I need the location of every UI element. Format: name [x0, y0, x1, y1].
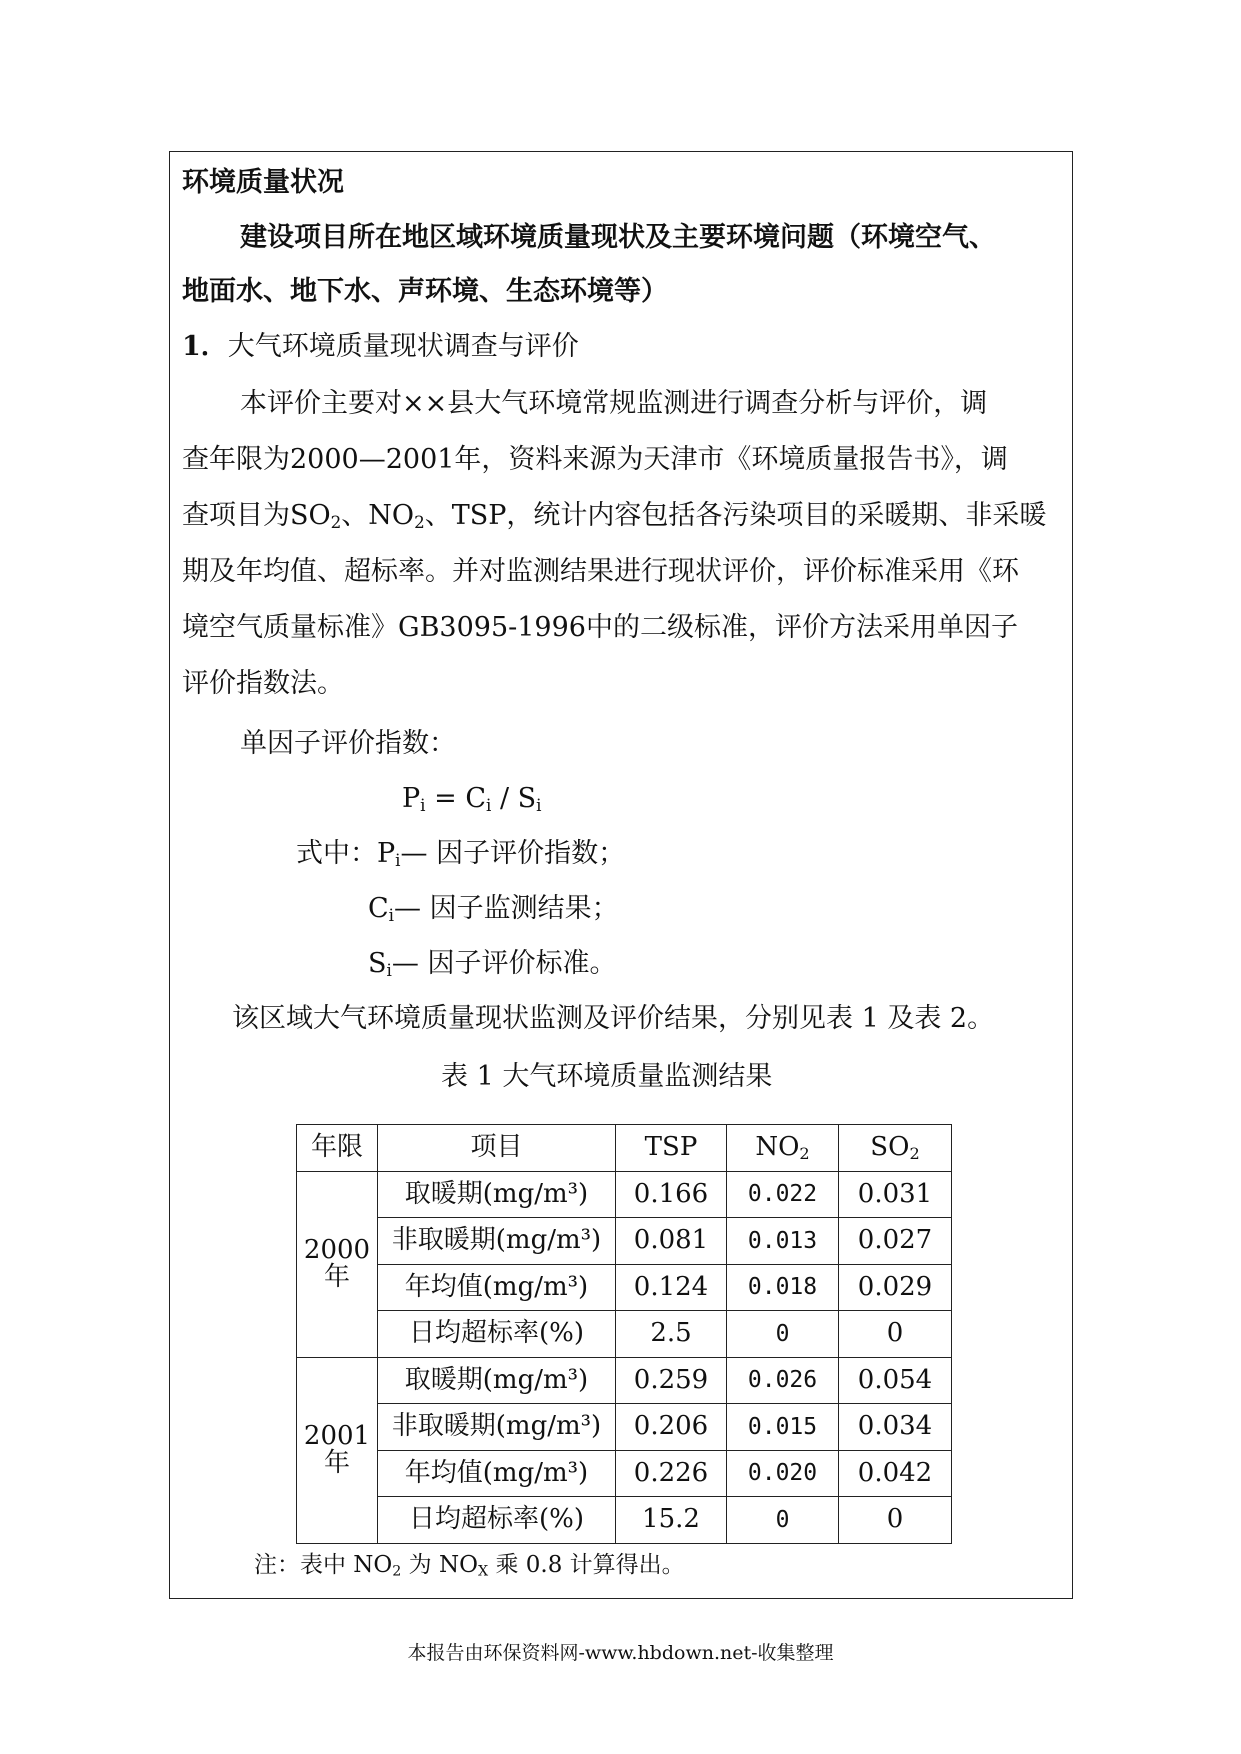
no2-cell: 0.018	[727, 1264, 839, 1311]
table-row	[297, 1311, 952, 1358]
heading-line-2: 地面水、地下水、声环境、生态环境等）	[182, 276, 668, 307]
so2-cell: 0.029	[839, 1264, 952, 1311]
paragraph-line-6: 评价指数法。	[182, 668, 344, 699]
so2-cell: 0.027	[839, 1218, 952, 1265]
so2-cell: 0	[839, 1311, 952, 1358]
formula: $P_i = C_i / S_i$	[402, 783, 542, 816]
header-tsp: TSP	[616, 1125, 727, 1172]
no2-cell: 0.026	[727, 1357, 839, 1404]
header-no2: $NO_2$	[727, 1125, 839, 1172]
table-row	[297, 1450, 952, 1497]
item-cell: 日均超标率(%)	[378, 1311, 616, 1358]
table-row	[297, 1404, 952, 1451]
year-cell: 2001 年	[297, 1357, 378, 1543]
page-footer: 本报告由环保资料网-www.hbdown.net-收集整理	[407, 1642, 834, 1664]
section-title: 环境质量状况	[182, 167, 344, 198]
paragraph-line-5: 境空气质量标准》GB3095-1996中的二级标准，评价方法采用单因子	[182, 612, 1018, 643]
item-cell: 年均值(mg/m³)	[378, 1450, 616, 1497]
paragraph-line-3: 查项目为$SO_2$、$NO_2$、TSP，统计内容包括各污染项目的采暖期、非采暖	[182, 500, 1047, 533]
no2-cell: 0.020	[727, 1450, 839, 1497]
table-header-row	[297, 1125, 952, 1172]
tsp-cell: 15.2	[616, 1497, 727, 1544]
paragraph-line-1: 本评价主要对××县大气环境常规监测进行调查分析与评价，调	[240, 388, 988, 419]
tsp-cell: 2.5	[616, 1311, 727, 1358]
so2-cell: 0.031	[839, 1171, 952, 1218]
item-cell: 非取暖期(mg/m³)	[378, 1218, 616, 1265]
tsp-cell: 0.226	[616, 1450, 727, 1497]
header-year: 年限	[297, 1125, 378, 1172]
definition-c: $C_i—$ 因子监测结果；	[368, 893, 619, 926]
item-cell: 日均超标率(%)	[378, 1497, 616, 1544]
so2-cell: 0.042	[839, 1450, 952, 1497]
so2-cell: 0	[839, 1497, 952, 1544]
index-intro: 单因子评价指数：	[240, 728, 456, 759]
paragraph-line-2: 查年限为2000—2001年，资料来源为天津市《环境质量报告书》，调	[182, 444, 1008, 475]
no2-cell: 0.022	[727, 1171, 839, 1218]
so2-cell: 0.034	[839, 1404, 952, 1451]
table-row	[297, 1357, 952, 1404]
table-row	[297, 1497, 952, 1544]
no2-cell: 0	[727, 1497, 839, 1544]
results-intro: 该区域大气环境质量现状监测及评价结果，分别见表 1 及表 2。	[232, 1003, 995, 1034]
subsection-number: 1．	[182, 331, 228, 362]
no2-cell: 0.015	[727, 1404, 839, 1451]
tsp-cell: 0.166	[616, 1171, 727, 1218]
heading-line-1: 建设项目所在地区域环境质量现状及主要环境问题（环境空气、	[240, 222, 996, 253]
table-row	[297, 1171, 952, 1218]
item-cell: 非取暖期(mg/m³)	[378, 1404, 616, 1451]
so2-cell: 0.054	[839, 1357, 952, 1404]
paragraph-line-4: 期及年均值、超标率。并对监测结果进行现状评价，评价标准采用《环	[182, 556, 1019, 587]
tsp-cell: 0.081	[616, 1218, 727, 1265]
header-so2: $SO_2$	[839, 1125, 952, 1172]
definition-s: $S_i—$ 因子评价标准。	[368, 948, 617, 981]
item-cell: 取暖期(mg/m³)	[378, 1357, 616, 1404]
no2-cell: 0.013	[727, 1218, 839, 1265]
item-cell: 取暖期(mg/m³)	[378, 1171, 616, 1218]
tsp-cell: 0.259	[616, 1357, 727, 1404]
table-row	[297, 1218, 952, 1265]
header-item: 项目	[378, 1125, 616, 1172]
subsection-heading	[182, 333, 579, 360]
tsp-cell: 0.124	[616, 1264, 727, 1311]
subsection-title: 大气环境质量现状调查与评价	[227, 331, 579, 362]
air-quality-table	[296, 1124, 952, 1544]
item-cell: 年均值(mg/m³)	[378, 1264, 616, 1311]
table-row	[297, 1264, 952, 1311]
definition-p: 式中：$P_i—$ 因子评价指数；	[296, 838, 626, 871]
year-cell: 2000 年	[297, 1171, 378, 1357]
table-caption: 表 1 大气环境质量监测结果	[441, 1061, 773, 1092]
table-note: 注：表中 $NO_2$ 为 $NO_X$ 乘 0.8 计算得出。	[254, 1552, 685, 1580]
tsp-cell: 0.206	[616, 1404, 727, 1451]
no2-cell: 0	[727, 1311, 839, 1358]
